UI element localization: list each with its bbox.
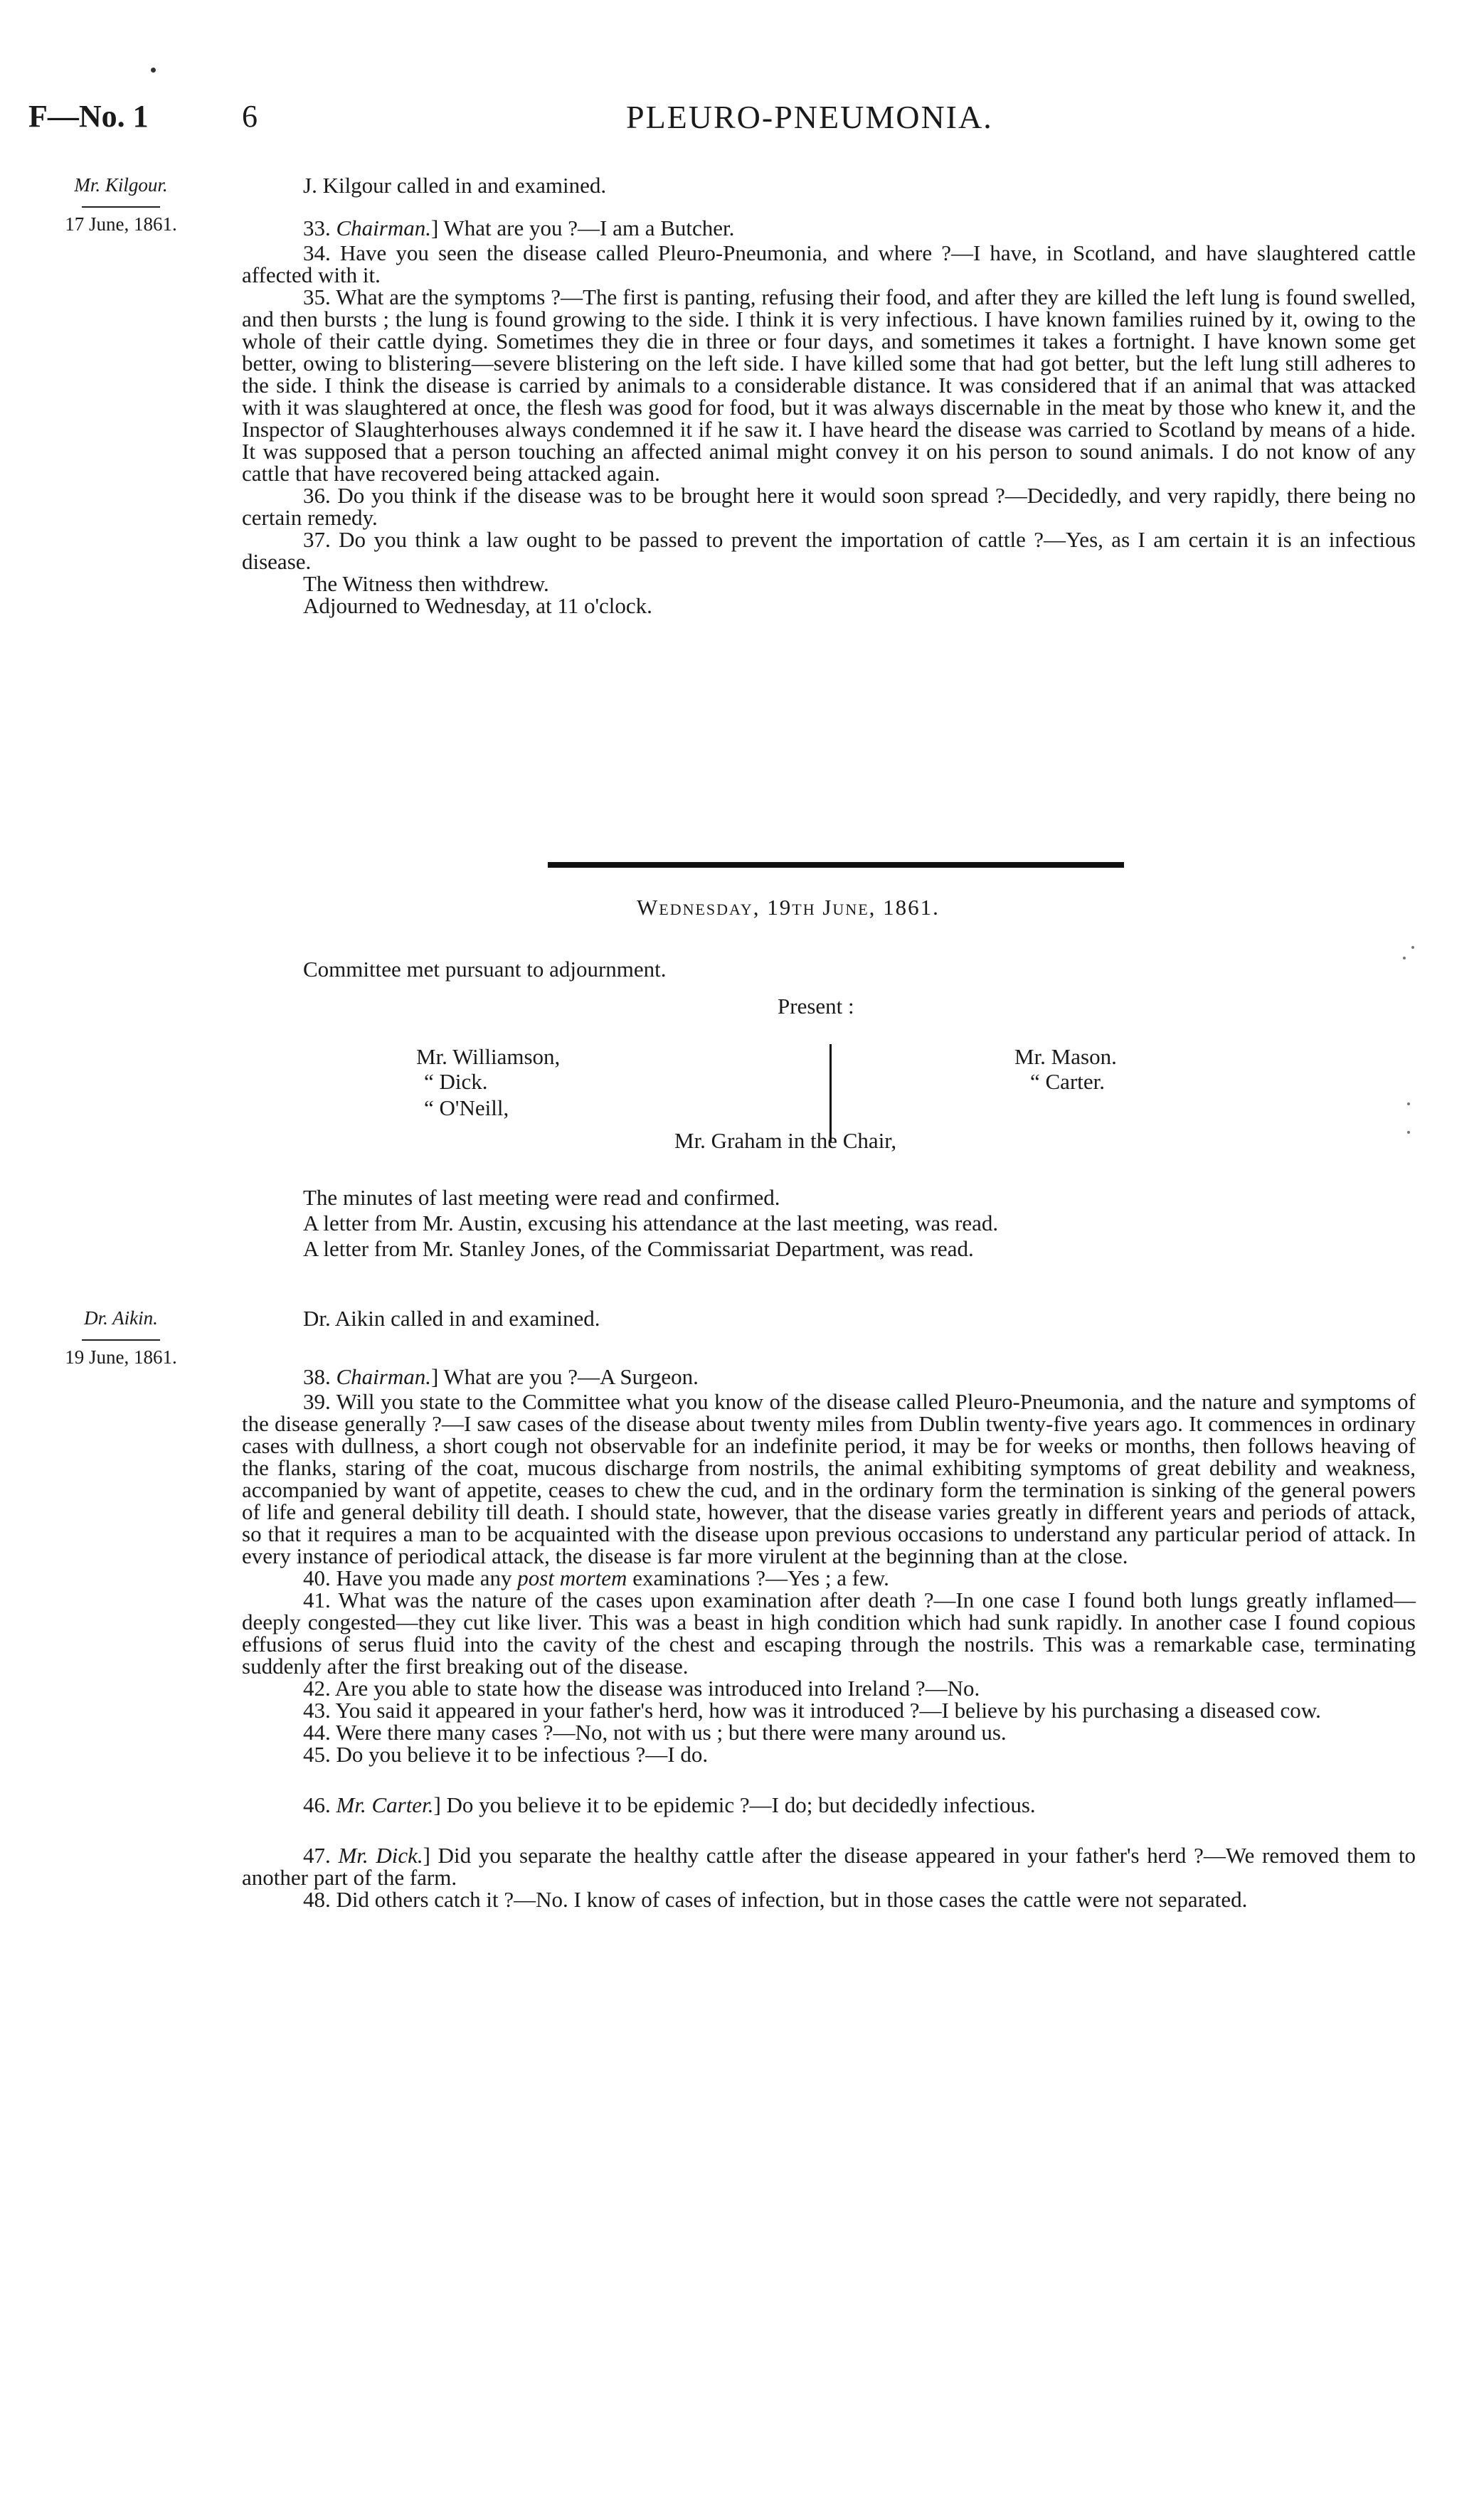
question-37: 37. Do you think a law ought to be passed to prevent the importation of cattle ?—Yes, as I am certain it is an infectious disease. <box>242 527 1416 574</box>
margin-witness-date: 19 June, 1861. <box>65 1346 177 1368</box>
question-38 <box>303 1364 699 1390</box>
member-right: “ Carter. <box>1030 1069 1106 1094</box>
chair-line: Mr. Graham in the Chair, <box>674 1128 897 1153</box>
speaker-name: Mr. Carter. <box>336 1792 434 1817</box>
margin-rule <box>82 1339 160 1341</box>
latin-phrase: post mortem <box>517 1565 627 1590</box>
question-39: 39. Will you state to the Committee what you know of the disease called Pleuro-Pneumonia, and the nature and symptoms of the disease generally ?—I saw cases of the disease about twenty miles from Dublin twenty-five years ago. It commences in ordinary cases with dullness, a short cough not observable for an indefinite period, it may be for weeks or months, then follows heaving of the flanks, staring of the coat, mucous discharge from nostrils, the animal exhibiting symptoms of great debility and weakness, accompanied by want of appetite, ceases to chew the cud, and in the ordinary form the termination is sinking of the general powers of life and general debility till death. I should state, however, that the disease varies greatly in different years and periods of attack, so that it requires a man to be acquainted with the disease upon previous occasions to understand any particular period of attack. In every instance of periodical attack, the disease is far more virulent at the beginning than at the close. <box>242 1389 1416 1568</box>
member-right: Mr. Mason. <box>1014 1044 1117 1069</box>
margin-witness-date: 17 June, 1861. <box>65 213 177 235</box>
question-44: 44. Were there many cases ?—No, not with us ; but there were many around us. <box>303 1720 1007 1745</box>
question-number: 33. <box>303 216 331 240</box>
question-40 <box>242 1567 1416 1589</box>
margin-speck <box>1403 957 1406 959</box>
question-46 <box>242 1794 1416 1816</box>
question-text: ] Do you believe it to be epidemic ?—I do; but decidedly infectious. <box>433 1792 1036 1817</box>
question-36: 36. Do you think if the disease was to be brought here it would soon spread ?—Decidedly, and very rapidly, there being no certain remedy. <box>242 483 1416 530</box>
minutes-note: The minutes of last meeting were read and confirmed. <box>303 1185 780 1210</box>
question-text: ] What are you ?—I am a Butcher. <box>431 216 735 240</box>
present-heading: Present : <box>778 994 854 1019</box>
margin-speck <box>1407 1131 1410 1134</box>
ink-speck <box>151 68 156 73</box>
question-number: 46. <box>303 1792 331 1817</box>
testimony-block-aikin <box>242 1391 1416 1910</box>
margin-witness-name: Dr. Aikin. <box>84 1307 158 1329</box>
member-left: “ O'Neill, <box>424 1095 509 1120</box>
question-text: ] Did you separate the healthy cattle after the disease appeared in your father's herd ?—We removed them to another part of the farm. <box>242 1843 1416 1890</box>
question-42: 42. Are you able to state how the disease was introduced into Ireland ?—No. <box>303 1676 980 1701</box>
question-text: examinations ?—Yes ; a few. <box>632 1565 889 1590</box>
section-divider <box>548 862 1124 868</box>
question-text: 40. Have you made any <box>303 1565 512 1590</box>
witness-intro: Dr. Aikin called in and examined. <box>303 1306 600 1331</box>
witness-intro: J. Kilgour called in and examined. <box>303 173 607 198</box>
question-33 <box>303 216 734 241</box>
margin-rule <box>82 206 160 208</box>
adjournment-note: Adjourned to Wednesday, at 11 o'clock. <box>303 593 652 618</box>
committee-met: Committee met pursuant to adjournment. <box>303 957 667 982</box>
meeting-date-heading: Wednesday, 19th June, 1861. <box>637 895 940 920</box>
question-number: 47. <box>303 1843 331 1868</box>
question-34: 34. Have you seen the disease called Pleuro-Pneumonia, and where ?—I have, in Scotland, and have slaughtered cattle affected with it. <box>242 240 1416 287</box>
testimony-block-kilgour <box>242 242 1416 617</box>
margin-witness-name: Mr. Kilgour. <box>74 174 168 196</box>
question-45: 45. Do you believe it to be infectious ?—I do. <box>303 1742 709 1767</box>
question-43: 43. You said it appeared in your father's herd, how was it introduced ?—I believe by his purchasing a diseased cow. <box>303 1698 1321 1723</box>
question-number: 38. <box>303 1364 331 1389</box>
question-41: 41. What was the nature of the cases upon examination after death ?—In one case I found both lungs greatly inflamed—deeply congested—they cut like liver. This was a beast in high condition which had sunk rapidly. In another case I found copious effusions of serus fluid into the cavity of the chest and escaping through the nostrils. This was a remarkable case, terminating suddenly after the first breaking out of the disease. <box>242 1588 1416 1679</box>
question-47 <box>242 1844 1416 1888</box>
letter-note: A letter from Mr. Stanley Jones, of the Commissariat Department, was read. <box>303 1236 974 1261</box>
letter-note: A letter from Mr. Austin, excusing his attendance at the last meeting, was read. <box>303 1211 999 1235</box>
speaker-name: Chairman. <box>336 216 431 240</box>
witness-withdrew: The Witness then withdrew. <box>303 571 549 596</box>
page-title: PLEURO-PNEUMONIA. <box>626 99 993 135</box>
series-label: F—No. 1 <box>28 99 149 134</box>
page-number: 6 <box>242 99 258 134</box>
question-35: 35. What are the symptoms ?—The first is panting, refusing their food, and after they are killed the left lung is found swelled, and then bursts ; the lung is found growing to the side. I think it is very infectious. I have known families ruined by it, owing to the whole of their cattle dying. Sometimes they die in three or four days, and sometimes it takes a fortnight. I have known some get better, owing to blistering—severe blistering on the left side. I have killed some that had got better, but the left lung still adheres to the side. I think the disease is carried by animals to a considerable distance. It was considered that if an animal that was attacked with it was slaughtered at once, the flesh was good for food, but it was always discernable in the meat by those who knew it, and the Inspector of Slaughterhouses always condemned it if he saw it. I have heard the disease was carried to Scotland by means of a hide. It was supposed that a person touching an affected animal might convey it on his person to sound animals. I do not know of any cattle that have recovered being attacked again. <box>242 285 1416 486</box>
margin-speck <box>1407 1102 1410 1105</box>
margin-speck <box>1411 946 1414 949</box>
speaker-name: Chairman. <box>336 1364 431 1389</box>
question-48: 48. Did others catch it ?—No. I know of cases of infection, but in those cases the cattle were not separated. <box>303 1887 1248 1912</box>
member-left: Mr. Williamson, <box>416 1044 561 1069</box>
question-text: ] What are you ?—A Surgeon. <box>431 1364 699 1389</box>
member-left: “ Dick. <box>424 1069 488 1094</box>
speaker-name: Mr. Dick. <box>338 1843 423 1868</box>
